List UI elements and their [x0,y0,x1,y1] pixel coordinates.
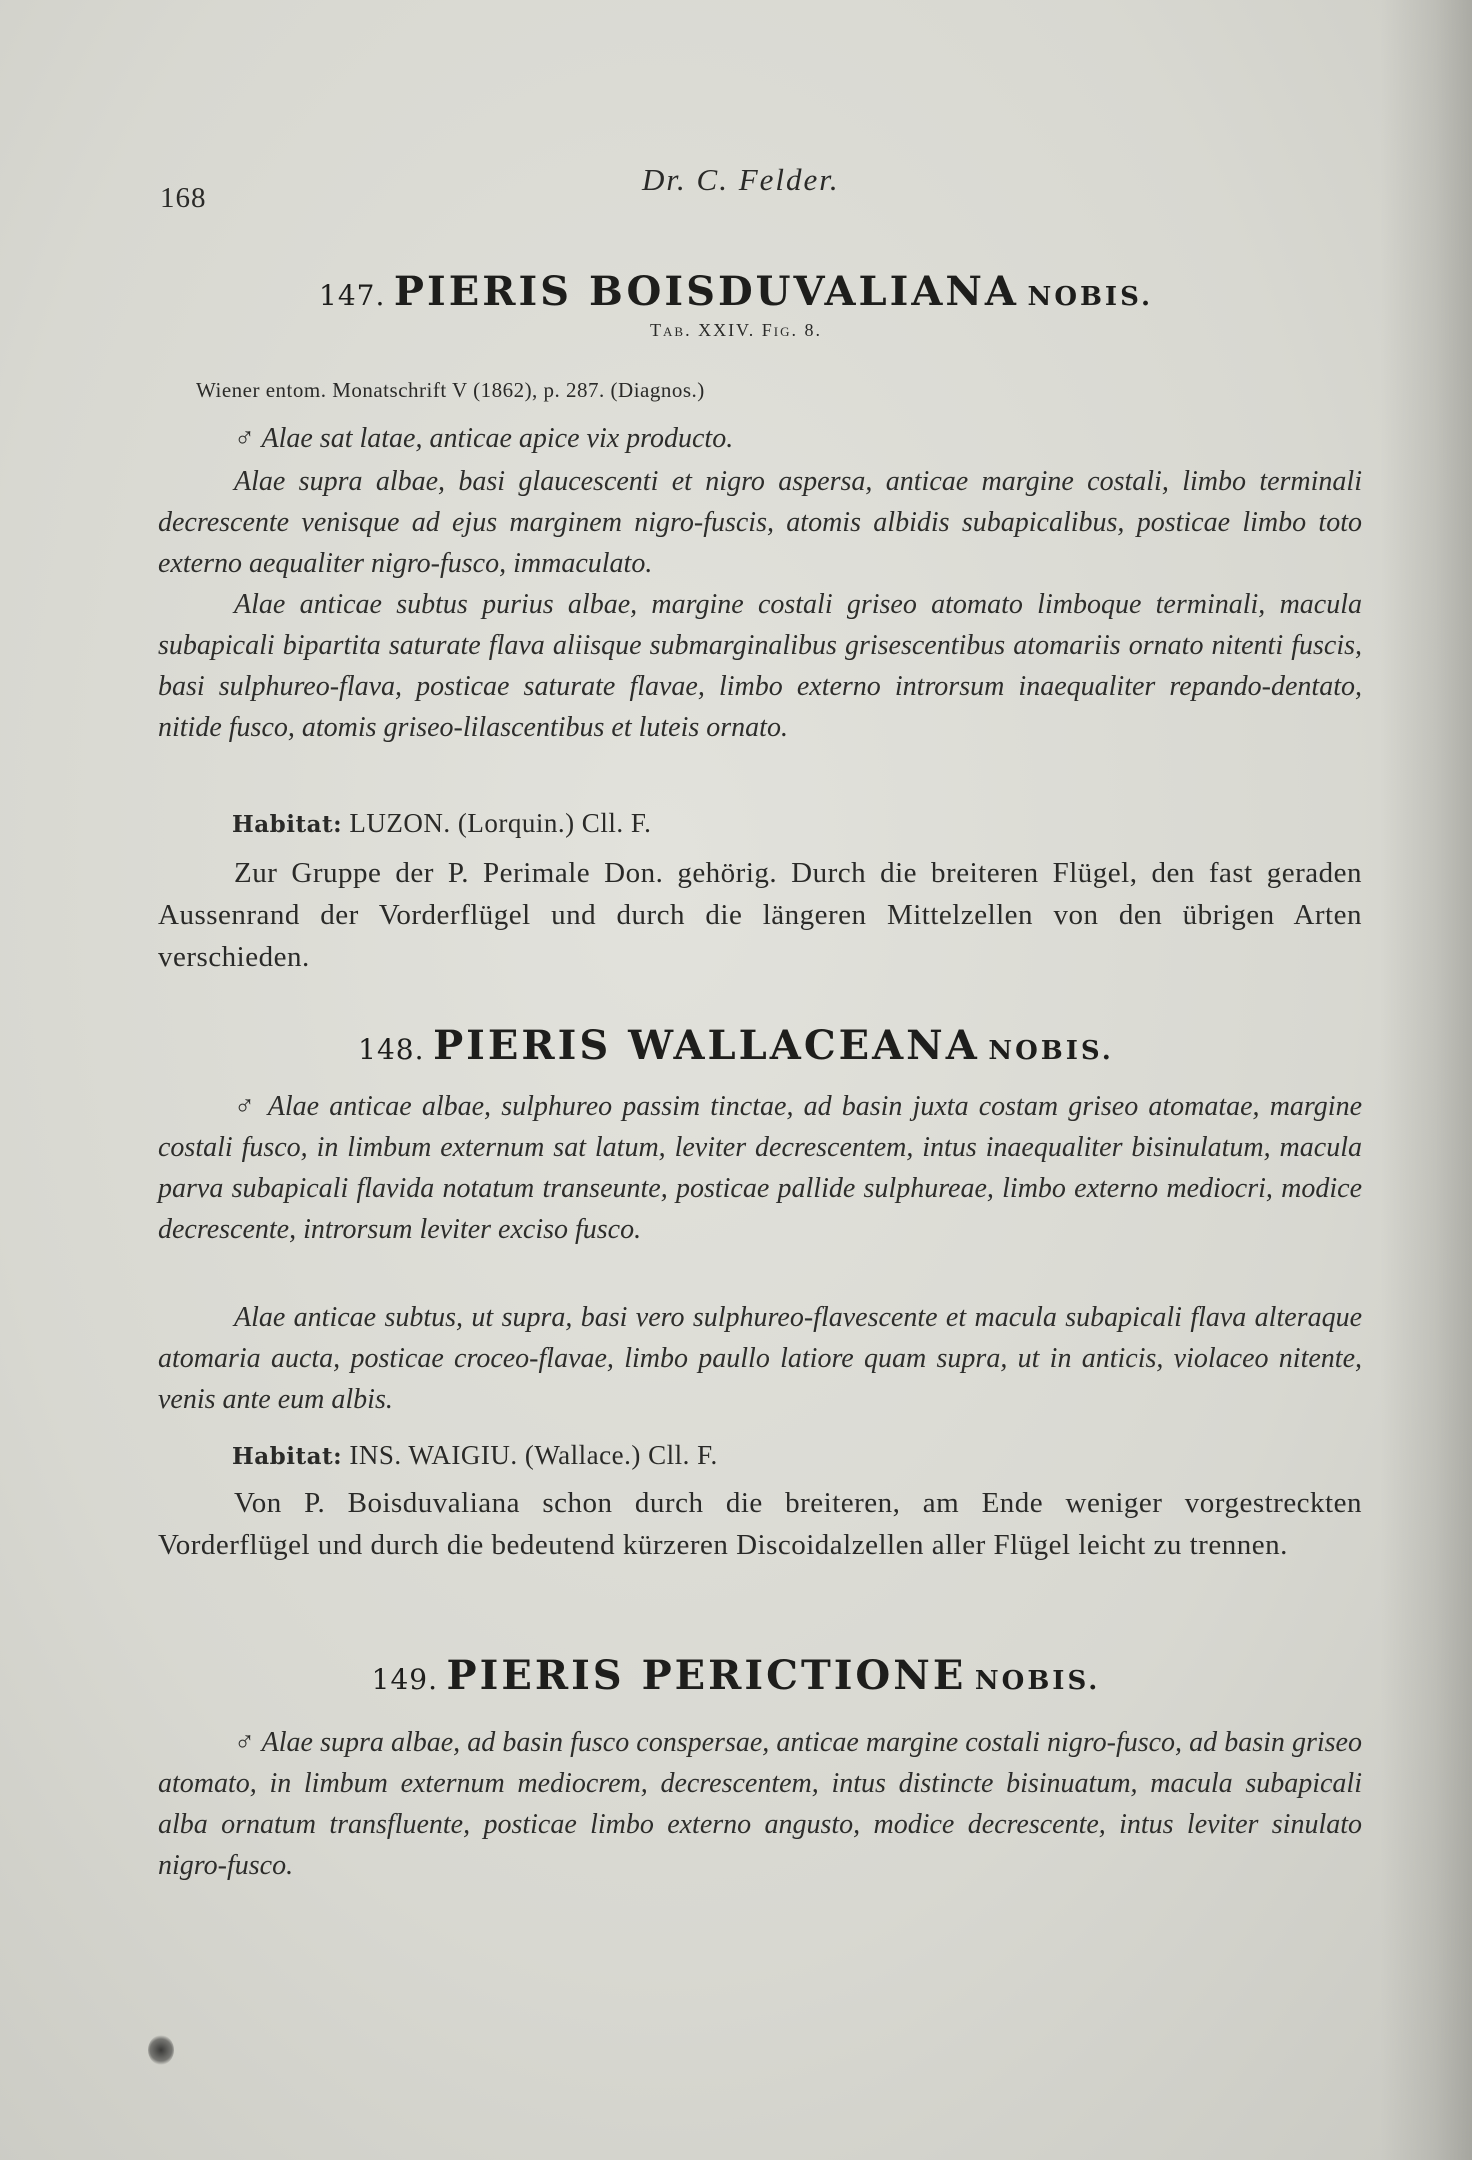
species-author-suffix: NOBIS. [988,1036,1114,1066]
remark-text: Von P. Boisduvaliana schon durch die breiteren, am Ende weniger vorgestreckten Vorderflügel und durch die bedeutend kürzeren Discoidalzellen aller Flügel leicht zu trennen. [158,1487,1362,1561]
habitat-line [232,1440,718,1471]
upperside-description: Alae supra albae, basi glaucescenti et nigro aspersa, anticae margine costali, limbo terminali decrescente venisque ad ejus marginem nigro-fuscis, atomis albidis subapicalibus, posticae limbo toto externo aequaliter nigro-fusco, immaculato. [158,466,1362,579]
diagnosis-text: ♂ Alae sat latae, anticae apice vix producto. [234,423,734,454]
species-number: 149. [371,1663,438,1696]
habitat-value: INS. WAIGIU. (Wallace.) Cll. F. [349,1440,718,1470]
underside-description: Alae anticae subtus, ut supra, basi vero sulphureo-flavescente et macula subapicali flava alteraque atomaria aucta, posticae croceo-flavae, limbo paullo latiore quam supra, ut in anticis, violaceo nitente, venis ante eum albis. [158,1302,1362,1415]
page-number: 168 [160,182,207,214]
ink-spot [148,2035,174,2065]
remark-text: Zur Gruppe der P. Perimale Don. gehörig. Durch die breiteren Flügel, den fast geraden Aussenrand der Vorderflügel und durch die längeren Mittelzellen von den übrigen Arten verschieden. [158,857,1362,973]
plate-reference: Tab. XXIV. Fig. 8. [650,320,822,340]
underside-description: Alae anticae subtus purius albae, margine costali griseo atomato limboque terminali, macula subapicali bipartita saturate flava aliisque submarginalibus grisescentibus atomariis ornato nitenti fuscis, basi sulphureo-flava, posticae saturate flavae, limbo externo introrsum inaequaliter repando-dentato, nitide fusco, atomis griseo-lilascentibus et luteis ornato. [158,589,1362,743]
habitat-label: Habitat: [232,811,343,838]
species-name: PIERIS BOISDUVALIANA [393,268,1019,315]
running-head [160,162,1360,212]
species-name: PIERIS PERICTIONE [446,1652,967,1699]
species-name: PIERIS WALLACEANA [433,1022,980,1069]
upperside-description: ♂ Alae anticae albae, sulphureo passim tinctae, ad basin juxta costam griseo atomatae, margine costali fusco, in limbum externum sat latum, leviter decrescentem, intus inaequaliter bisinulatum, macula parva subapicali flavida notatum transeunte, posticae pallide sulphureae, limbo externo mediocri, modice decrescente, introrsum leviter exciso fusco. [158,1091,1362,1245]
upperside-description: ♂ Alae supra albae, ad basin fusco conspersae, anticae margine costali nigro-fusco, ad basin griseo atomato, in limbum externum mediocrem, decrescentem, intus distincte bisinuatum, macula subapicali alba ornatum transfluente, posticae limbo externo angusto, modice decrescente, intus leviter sinulato nigro-fusco. [158,1727,1362,1881]
habitat-line [232,808,651,839]
species-148-heading [0,1022,1472,1069]
species-147-heading [0,268,1472,315]
species-number: 148. [358,1033,425,1066]
habitat-value: LUZON. (Lorquin.) Cll. F. [349,808,652,838]
species-149-heading [0,1652,1472,1699]
habitat-label: Habitat: [232,1443,343,1470]
running-head-author: Dr. C. Felder. [642,162,840,197]
species-author-suffix: NOBIS. [974,1666,1101,1696]
literature-citation: Wiener entom. Monatschrift V (1862), p. 287. (Diagnos.) [196,378,705,402]
species-number: 147. [319,279,386,312]
species-author-suffix: NOBIS. [1027,282,1153,312]
